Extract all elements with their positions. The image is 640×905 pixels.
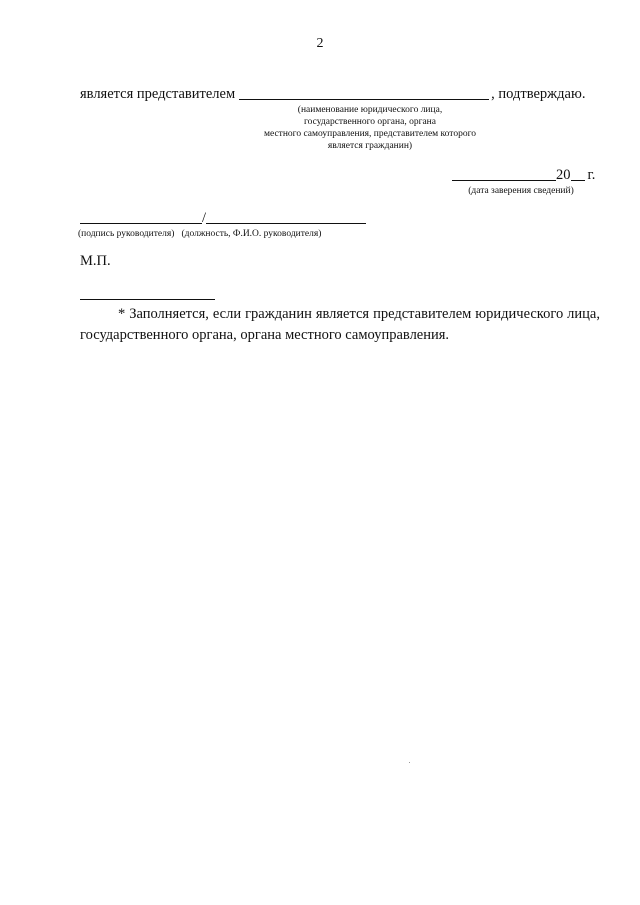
date-year-blank [571, 180, 585, 181]
signature-caption: (подпись руководителя) (должность, Ф.И.О. руководителя) [78, 229, 322, 239]
signature-separator: / [202, 210, 207, 226]
caption-line: местного самоуправления, представителем которого [264, 129, 476, 139]
footnote: * Заполняется, если гражданин является представителем юридического лица, государственного органа, органа местного самоуправления. [80, 306, 600, 343]
representative-suffix: , подтверждаю. [491, 86, 586, 102]
date-caption: (дата заверения сведений) [468, 186, 574, 196]
date-line [452, 167, 595, 184]
page-number: 2 [316, 36, 324, 51]
caption-line: государственного органа, органа [304, 117, 436, 127]
caption-line: является гражданин) [327, 141, 413, 151]
representative-caption [230, 104, 510, 152]
footnote-separator [80, 299, 215, 300]
representative-blank [239, 99, 489, 100]
representative-prefix: является представителем [80, 86, 236, 102]
caption-line: (наименование юридического лица, [297, 105, 443, 115]
position-name-blank [206, 223, 366, 224]
date-day-month-blank [452, 180, 556, 181]
signature-line [80, 210, 375, 227]
stamp-label: М.П. [80, 253, 111, 269]
representative-line [80, 86, 600, 103]
signature-blank [80, 223, 202, 224]
date-year-suffix: г. [587, 167, 596, 183]
scan-speck [409, 762, 410, 763]
date-year-prefix: 20 [556, 167, 571, 183]
